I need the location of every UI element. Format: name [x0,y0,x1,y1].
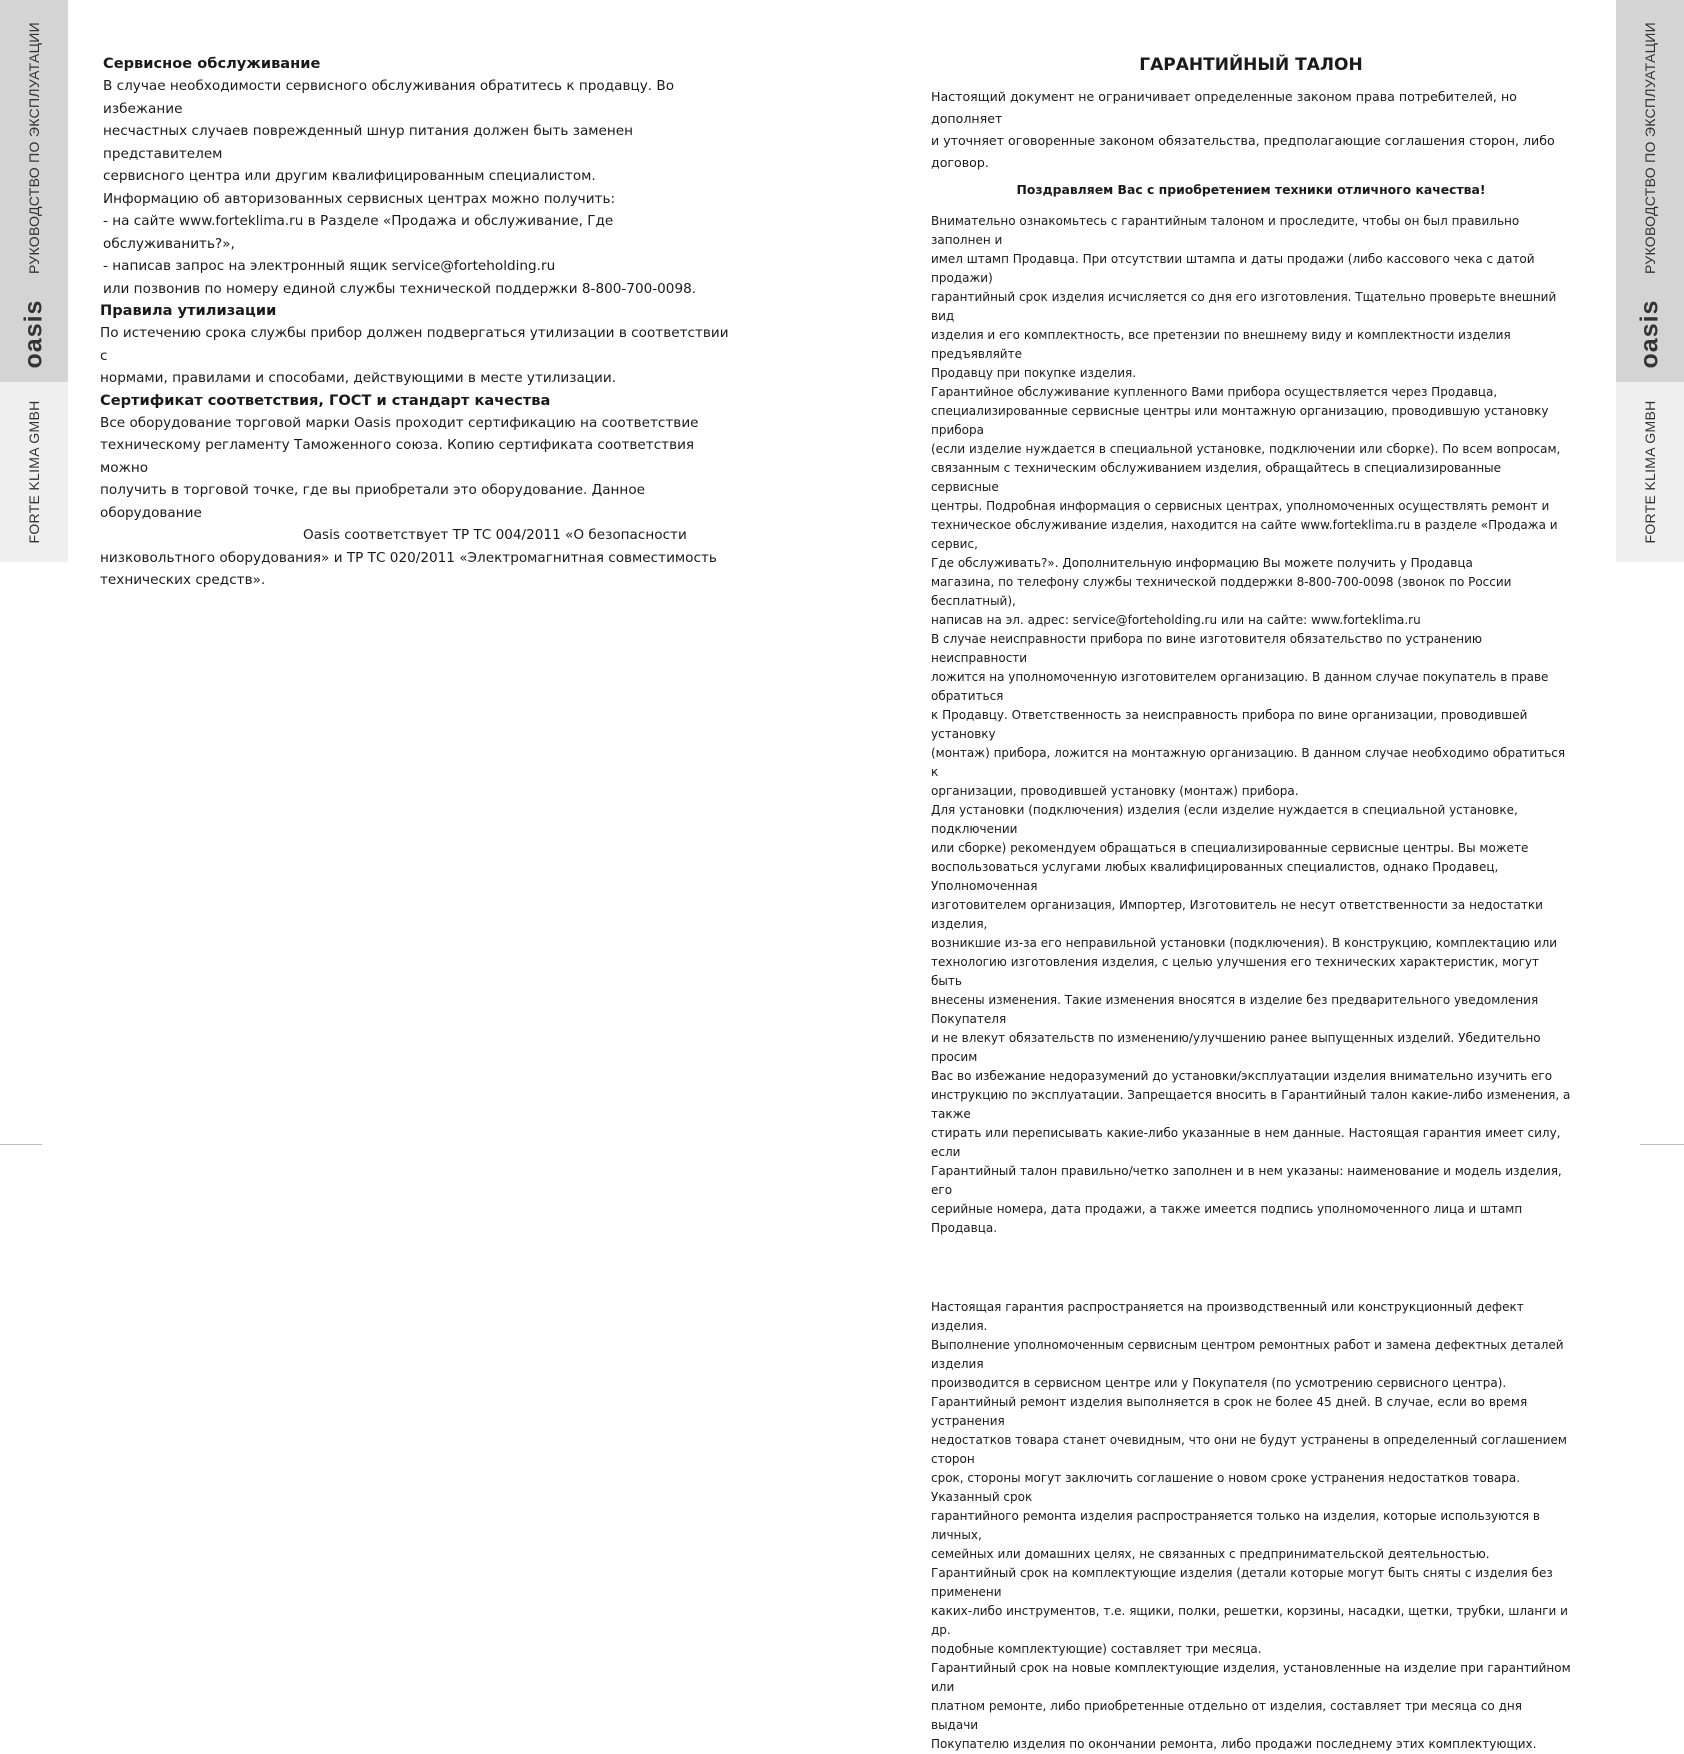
service-line: или позвонив по номеру единой службы технической поддержки 8-800-700-0098. [103,280,697,297]
warranty-terms-line: Покупателю изделия по окончании ремонта, либо продажи последнему этих комплектующих. [931,1737,1537,1751]
warranty-terms-line: срок, стороны могут заключить соглашение о новом сроке устранения недостатков товара. Указанный срок [931,1471,1521,1504]
disposal-heading: Правила утилизации [100,302,277,319]
warranty-body-line: техническое обслуживание изделия, находится на сайте www.forteklima.ru в разделе «Продажа и сервис, [931,518,1558,551]
warranty-terms-line: недостатков товара станет очевидным, что они не будут устранены в определенный соглашением сторон [931,1433,1567,1466]
warranty-body-line: специализированные сервисные центры или монтажную организацию, проводившую установку прибора [931,404,1549,437]
warranty-body-line: Вас во избежание недоразумений до установки/эксплуатации изделия внимательно изучить его [931,1069,1553,1083]
left-brand-logo: oasis [19,299,48,369]
warranty-body-line: Где обслуживать?». Дополнительную информацию Вы можете получить у Продавца [931,556,1473,570]
left-manual-label: РУКОВОДСТВО ПО ЭКСПЛУАТАЦИИ [26,21,42,275]
service-line: - на сайте www.forteklima.ru в Разделе «Продажа и обслуживание, Где обслуживанить?», [103,213,614,252]
warranty-body-line: внесены изменения. Такие изменения вносятся в изделие без предварительного уведомления Покупателя [931,993,1539,1026]
certificate-line: техническому регламенту Таможенного союза. Копию сертификата соответствия можно [100,437,695,476]
warranty-terms-line: Гарантийный ремонт изделия выполняется в срок не более 45 дней. В случае, если во время устранения [931,1395,1528,1428]
warranty-body-line: связанным с техническим обслуживанием изделия, обращайтесь в специализированные сервисные [931,461,1502,494]
warranty-terms-line: Гарантийный срок на комплектующие изделия (детали которые могут быть сняты с изделия без применени [931,1566,1553,1599]
disposal-line: По истечению срока службы прибор должен подвергаться утилизации в соответствии с [100,325,729,364]
warranty-title: ГАРАНТИЙНЫЙ ТАЛОН [1139,55,1363,75]
warranty-body-line: Гарантийное обслуживание купленного Вами прибора осуществляется через Продавца, [931,385,1498,399]
warranty-body-line: серийные номера, дата продажи, а также имеется подпись уполномоченного лица и штамп Продавца. [931,1202,1523,1235]
left-side-tab-light [0,382,68,562]
warranty-body-line: Гарантийный талон правильно/четко заполнен и в нем указаны: наименование и модель изделия, его [931,1164,1562,1197]
left-page-content [100,53,733,592]
warranty-body-line: Внимательно ознакомьтесь с гарантийным талоном и проследите, чтобы он был правильно заполнен и [931,214,1520,247]
warranty-terms [931,1298,1571,1754]
warranty-body-line: или сборке) рекомендуем обращаться в специализированные сервисные центры. Вы можете [931,841,1529,855]
intro-line: и уточняет оговоренные законом обязательства, предполагающие соглашения сторон, либо [931,133,1555,148]
service-line: сервисного центра или другим квалифицированным специалистом. [103,168,596,184]
warranty-body-line: технологию изготовления изделия, с целью улучшения его технических характеристик, могут быть [931,955,1539,988]
warranty-body-line: В случае неисправности прибора по вине изготовителя обязательство по устранению неисправности [931,632,1483,665]
congratulations-text: Поздравляем Вас с приобретением техники отличного качества! [1016,182,1486,197]
warranty-body-line: написав на эл. адрес: service@forteholding.ru или на сайте: www.forteklima.ru [931,613,1421,627]
service-line: несчастных случаев поврежденный шнур питания должен быть заменен представителем [103,123,634,162]
warranty-body-line: (монтаж) прибора, ложится на монтажную организацию. В данном случае необходимо обратиться к [931,746,1566,779]
right-side-tab-dark [1616,0,1684,382]
right-page-content [931,52,1571,1754]
service-line: В случае необходимости сервисного обслуживания обратитесь к продавцу. Во избежание [103,78,675,117]
warranty-body-line: возникшие из-за его неправильной установки (подключения). В конструкцию, комплектацию или [931,936,1558,950]
right-side-tab-light [1616,382,1684,562]
warranty-body-line: Для установки (подключения) изделия (если изделие нуждается в специальной установке, подключении [931,803,1518,836]
warranty-body-line: магазина, по телефону службы технической поддержки 8-800-700-0098 (звонок по России бесплатный), [931,575,1512,608]
left-side-tab-dark [0,0,68,382]
certificate-line: получить в торговой точке, где вы приобретали это оборудование. Данное оборудование [100,482,646,521]
right-company-label: FORTE KLIMA GMBH [1642,400,1658,544]
intro-line: Настоящий документ не ограничивает определенные законом права потребителей, но дополняет [931,89,1517,126]
warranty-terms-line: платном ремонте, либо приобретенные отдельно от изделия, составляет три месяца со дня выдачи [931,1699,1522,1732]
warranty-body-line: ложится на уполномоченную изготовителем организацию. В данном случае покупатель в праве обратиться [931,670,1549,703]
certificate-line: Все оборудование торговой марки Oasis проходит сертификацию на соответствие [100,414,699,431]
service-line: - написав запрос на электронный ящик service@forteholding.ru [103,258,556,274]
warranty-terms-line: семейных или домашних целях, не связанных с предпринимательской деятельностью. [931,1547,1490,1561]
warranty-body [931,212,1571,1238]
warranty-terms-line: Выполнение уполномоченным сервисным центром ремонтных работ и замена дефектных деталей изделия [931,1338,1564,1371]
right-footer-rule [1640,1144,1684,1145]
certificate-line: технических средств». [100,572,266,588]
warranty-body-line: имел штамп Продавца. При отсутствии штампа и даты продажи (либо кассового чека с датой продажи) [931,252,1535,285]
intro-line: договор. [931,155,989,170]
right-manual-label: РУКОВОДСТВО ПО ЭКСПЛУАТАЦИИ [1642,21,1658,275]
certificate-line: низковольтного оборудования» и ТР ТС 020/2011 «Электромагнитная совместимость [100,549,717,566]
warranty-intro [931,86,1571,174]
warranty-body-line: организации, проводившей установку (монтаж) прибора. [931,784,1299,798]
service-line: Информацию об авторизованных сервисных центрах можно получить: [103,190,616,207]
warranty-terms-line: подобные комплектующие) составляет три месяца. [931,1642,1262,1656]
warranty-body-line: воспользоваться услугами любых квалифицированных специалистов, однако Продавец, Уполномоченная [931,860,1499,893]
warranty-body-line: инструкцию по эксплуатации. Запрещается вносить в Гарантийный талон какие-либо изменения, а также [931,1088,1571,1121]
warranty-body-line: изделия и его комплектность, все претензии по внешнему виду и комплектности изделия предъявляйте [931,328,1511,361]
warranty-terms-line: производится в сервисном центре или у Покупателя (по усмотрению сервисного центра). [931,1376,1507,1390]
warranty-body-line: Продавцу при покупке изделия. [931,366,1137,380]
left-footer-rule [0,1144,42,1145]
warranty-body-line: стирать или переписывать какие-либо указанные в нем данные. Настоящая гарантия имеет силу, если [931,1126,1561,1159]
warranty-body-line: центры. Подробная информация о сервисных центрах, уполномоченных осуществлять ремонт и [931,499,1550,513]
warranty-terms-line: гарантийного ремонта изделия распространяется только на изделия, которые используются в личных, [931,1509,1540,1542]
right-brand-logo: oasis [1635,299,1664,369]
warranty-body-line: и не влекут обязательств по изменению/улучшению ранее выпущенных изделий. Убедительно просим [931,1031,1541,1064]
certificate-heading: Сертификат соответствия, ГОСТ и стандарт качества [100,391,551,409]
certificate-line: Oasis соответствует ТР ТС 004/2011 «О безопасности [303,527,687,543]
warranty-terms-line: Настоящая гарантия распространяется на производственный или конструкционный дефект изделия. [931,1300,1524,1333]
disposal-line: нормами, правилами и способами, действующими в месте утилизации. [100,370,617,386]
warranty-body-line: изготовителем организация, Импортер, Изготовитель не несут ответственности за недостатки изделия, [931,898,1543,931]
left-company-label: FORTE KLIMA GMBH [26,400,42,544]
warranty-terms-line: Гарантийный срок на новые комплектующие изделия, установленные на изделие при гарантийном или [931,1661,1571,1694]
warranty-body-line: (если изделие нуждается в специальной установке, подключении или сборке). По всем вопросам, [931,442,1561,456]
warranty-body-line: к Продавцу. Ответственность за неисправность прибора по вине организации, проводившей установку [931,708,1528,741]
service-heading: Сервисное обслуживание [103,55,321,72]
warranty-terms-line: каких-либо инструментов, т.е. ящики, полки, решетки, корзины, насадки, щетки, трубки, шланги и др. [931,1604,1568,1637]
warranty-body-line: гарантийный срок изделия исчисляется со дня его изготовления. Тщательно проверьте внешний вид [931,290,1557,323]
